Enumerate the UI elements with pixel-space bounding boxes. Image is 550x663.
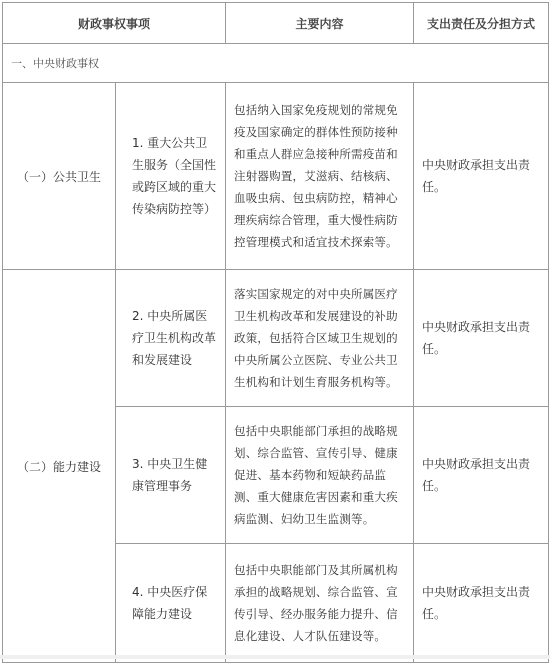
category-capacity-building: （二）能力建设 [3, 270, 116, 663]
content-cell: 落实国家规定的对中央所属医疗卫生机构改革和发展建设的补助政策，包括符合区域卫生规划的中央所属公立医院、专业公共卫生机构和计划生育服务机构等。 [226, 270, 414, 407]
header-main-content: 主要内容 [226, 3, 414, 44]
section-row [3, 44, 549, 83]
category-public-health: （一）公共卫生 [3, 83, 116, 270]
table-row [3, 83, 549, 270]
item-cell: 2. 中央所属医疗卫生机构改革和发展建设 [116, 270, 226, 407]
table-row [3, 270, 549, 407]
responsibility-cell: 中央财政承担支出责任。 [414, 407, 549, 544]
content-cell: 包括纳入国家免疫规划的常规免疫及国家确定的群体性预防接种和重点人群应急接种所需疫苗和注射器购置，艾滋病、结核病、血吸虫病、包虫病防控，精神心理疾病综合管理，重大慢性病防控管理模式和适宜技术探索等。 [226, 83, 414, 270]
item-cell: 4. 中央医疗保障能力建设 [116, 544, 226, 663]
section-title: 一、中央财政事权 [3, 44, 549, 83]
responsibility-cell: 中央财政承担支出责任。 [414, 270, 549, 407]
table-header-row [3, 3, 549, 44]
bottom-edge [0, 655, 550, 659]
item-cell: 1. 重大公共卫生服务（全国性或跨区域的重大传染病防控等） [116, 83, 226, 270]
responsibility-cell: 中央财政承担支出责任。 [414, 83, 549, 270]
content-cell: 包括中央职能部门及其所属机构承担的战略规划、综合监管、宣传引导、经办服务能力提升、信息化建设、人才队伍建设等。 [226, 544, 414, 663]
header-responsibility: 支出责任及分担方式 [414, 3, 549, 44]
content-cell: 包括中央职能部门承担的战略规划、综合监管、宣传引导、健康促进、基本药物和短缺药品监测、重大健康危害因素和重大疾病监测、妇幼卫生监测等。 [226, 407, 414, 544]
responsibility-cell: 中央财政承担支出责任。 [414, 544, 549, 663]
fiscal-responsibility-table [2, 2, 549, 663]
header-fiscal-item: 财政事权事项 [3, 3, 226, 44]
item-cell: 3. 中央卫生健康管理事务 [116, 407, 226, 544]
